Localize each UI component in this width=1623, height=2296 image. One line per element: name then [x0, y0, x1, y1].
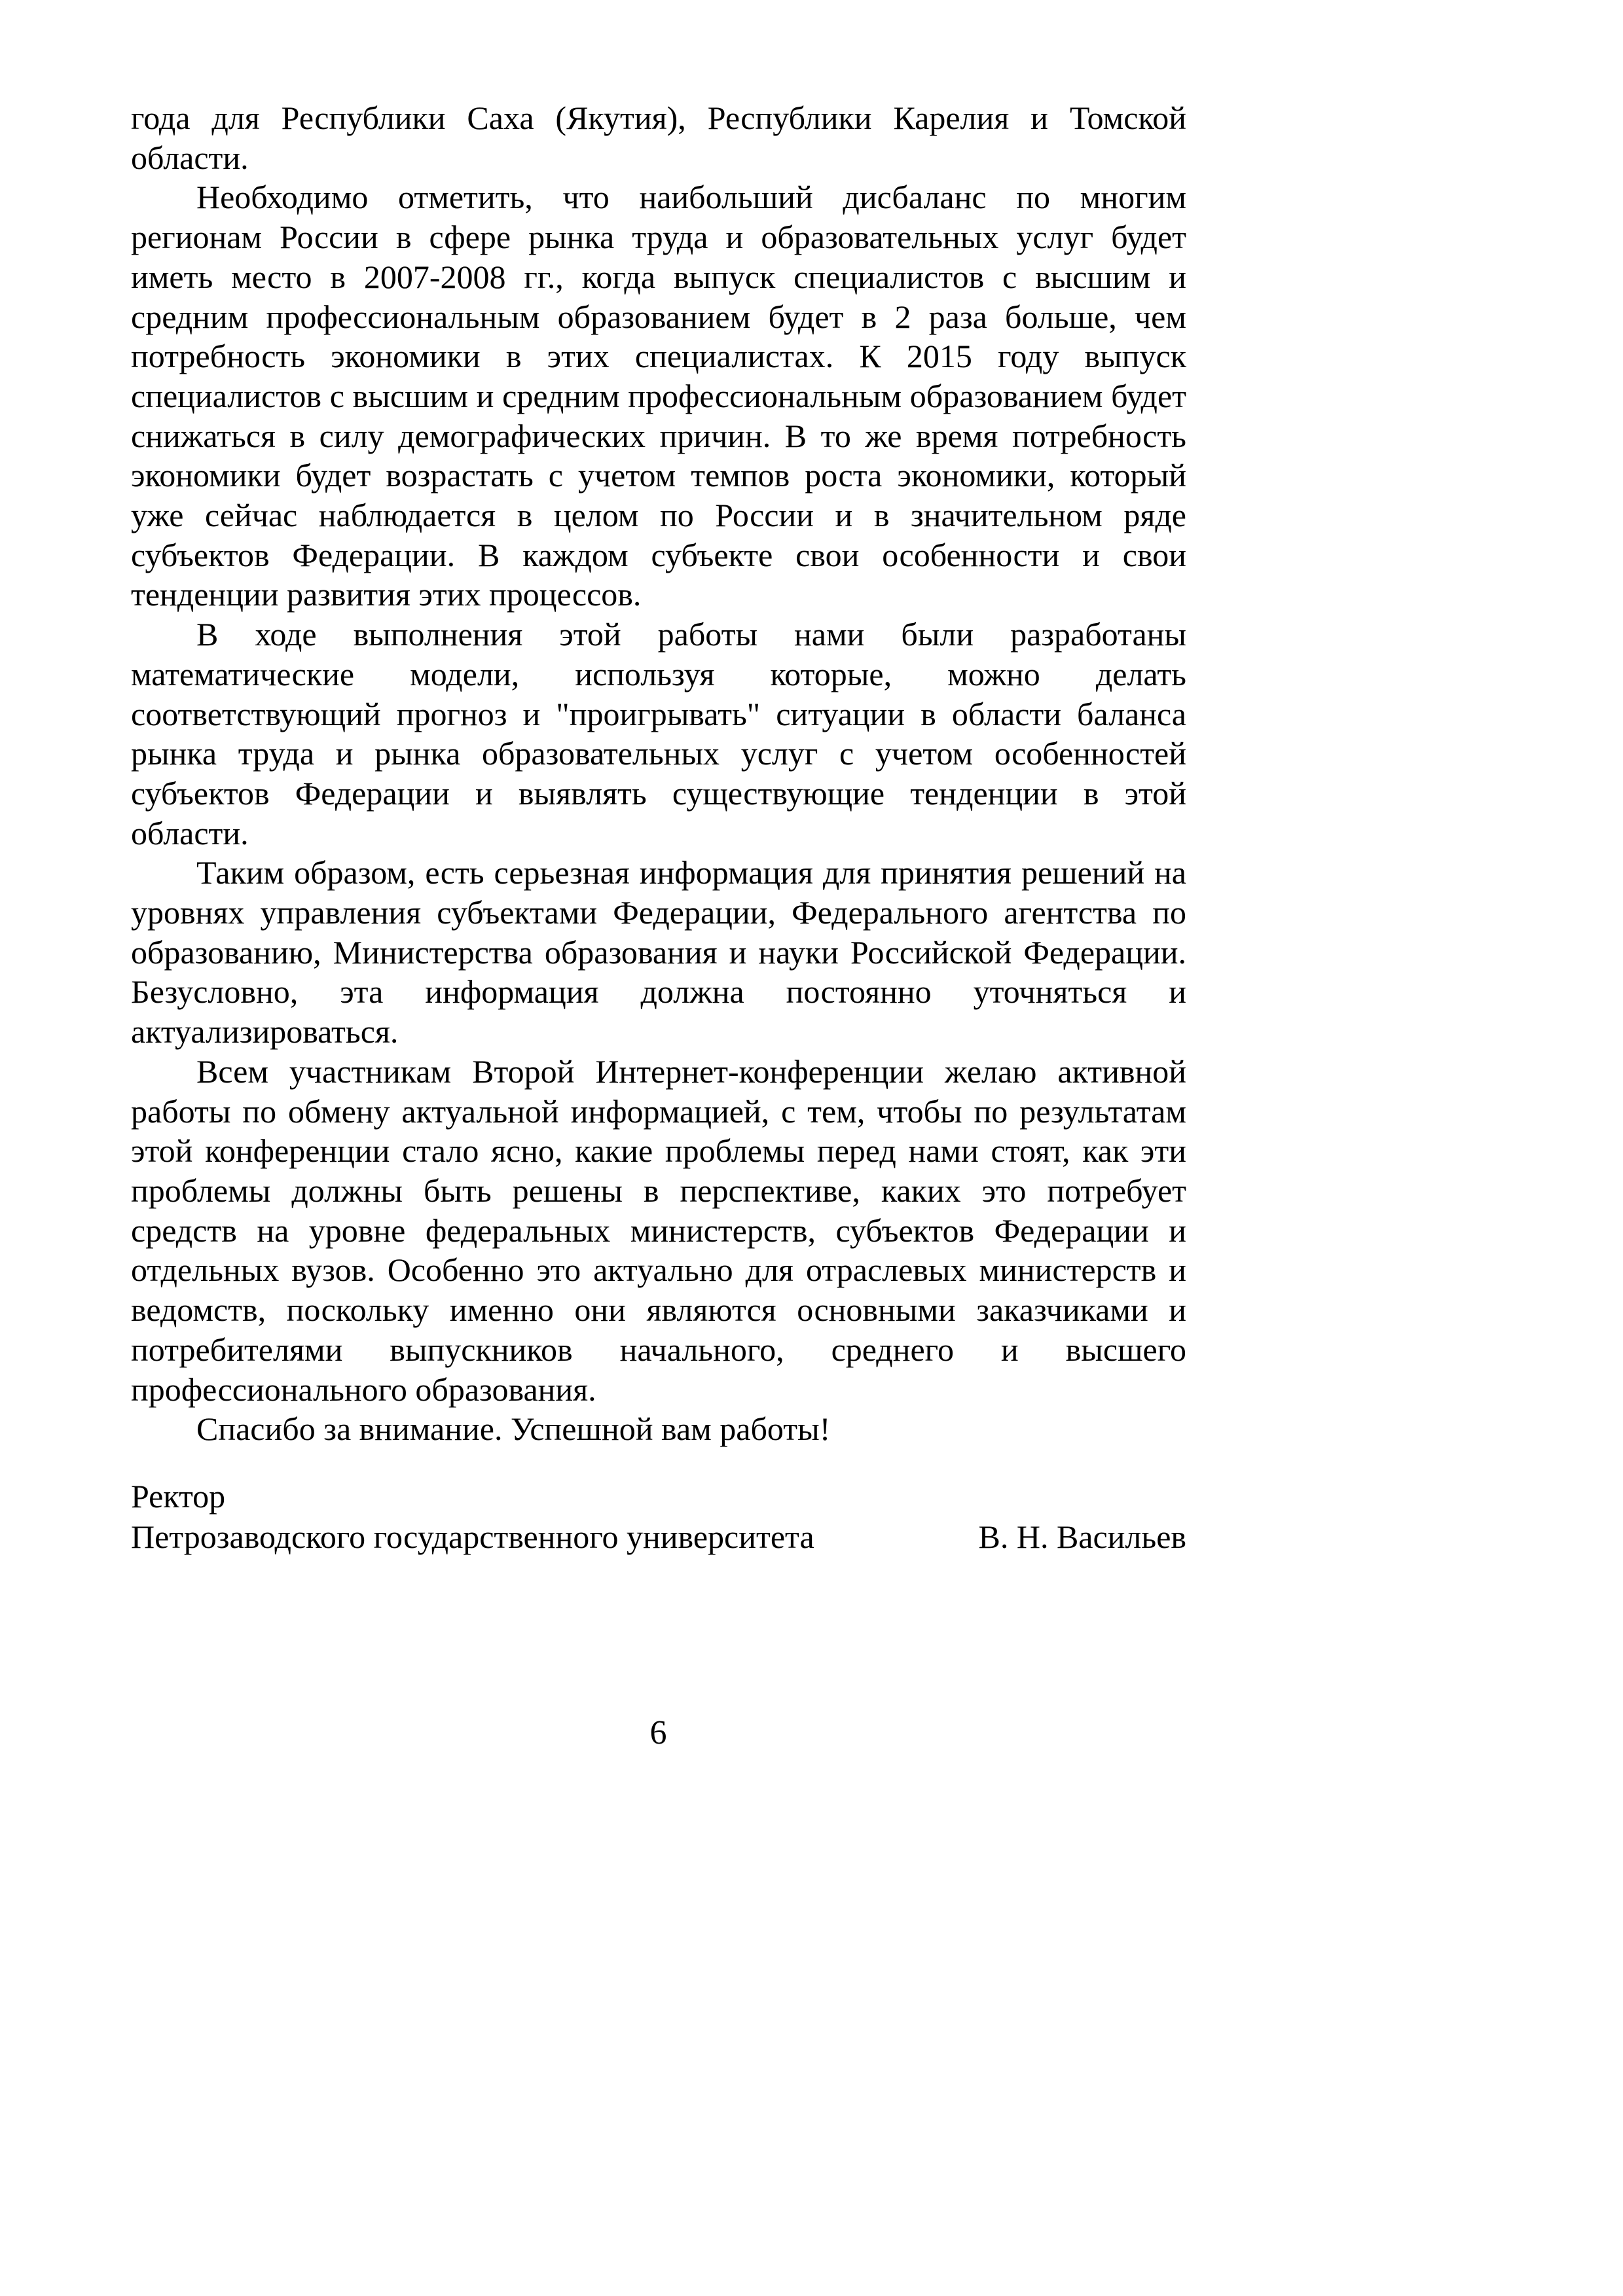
signature-organization: Петрозаводского государственного университета	[131, 1518, 814, 1555]
document-body	[131, 98, 1186, 1449]
paragraph-thanks: Спасибо за внимание. Успешной вам работы!	[196, 1410, 831, 1448]
signature-row	[131, 1516, 1186, 1557]
paragraph-conclusion: Таким образом, есть серьезная информация для принятия решений на уровнях управления субъектами Федерации, Федерального агентства по образованию, Министерства образования и науки Российской Федерации. Безусловно, эта информация должна постоянно уточняться и актуализироваться.	[131, 854, 1186, 1050]
signature-name: В. Н. Васильев	[978, 1518, 1186, 1555]
paragraph-continuation: года для Республики Саха (Якутия), Республики Карелия и Томской области.	[131, 99, 1186, 176]
paragraph-models: В ходе выполнения этой работы нами были разработаны математические модели, используя которые, можно делать соответствующий прогноз и "проигрывать" ситуации в области баланса рынка труда и рынка образовательных услуг с учетом особенностей субъектов Федерации и выявлять существующие тенденции в этой области.	[131, 616, 1186, 852]
page-number: 6	[649, 1714, 667, 1751]
paragraph-disbalance: Необходимо отметить, что наибольший дисбаланс по многим регионам России в сфере рынка труда и образовательных услуг будет иметь место в 2007-2008 гг., когда выпуск специалистов с высшим и средним профессиональным образованием будет в 2 раза больше, чем потребность экономики в этих специалистах. К 2015 году выпуск специалистов с высшим и средним профессиональным образованием будет снижаться в силу демографических причин. В то же время потребность экономики будет возрастать с учетом темпов роста экономики, который уже сейчас наблюдается в целом по России и в значительном ряде субъектов Федерации. В каждом субъекте свои особенности и свои тенденции развития этих процессов.	[131, 179, 1186, 613]
signature-block	[131, 1476, 1186, 1557]
signature-title: Ректор	[131, 1478, 226, 1515]
paragraph-wishes: Всем участникам Второй Интернет-конференции желаю активной работы по обмену актуальной информацией, с тем, чтобы по результатам этой конференции стало ясно, какие проблемы перед нами стоят, как эти проблемы должны быть решены в перспективе, каких это потребует средств на уровне федеральных министерств, субъектов Федерации и отдельных вузов. Особенно это актуально для отраслевых министерств и ведомств, поскольку именно они являются основными заказчиками и потребителями выпускников начального, среднего и высшего профессионального образования.	[131, 1052, 1186, 1408]
